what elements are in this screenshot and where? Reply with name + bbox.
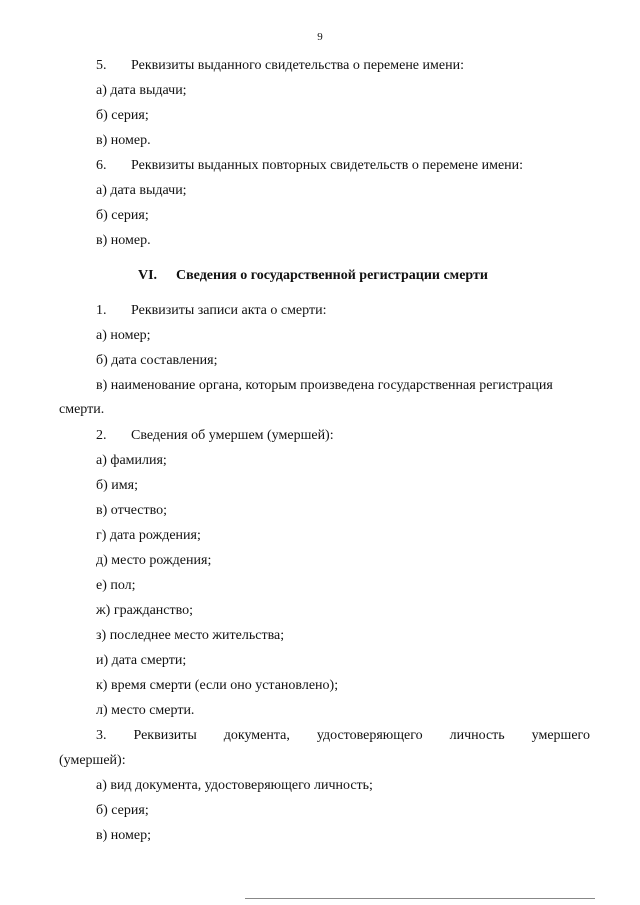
item-3-word: Реквизиты [133, 728, 197, 743]
item-1-c-line2: смерти. [59, 402, 105, 417]
section-6-title-line [96, 157, 523, 174]
item-2-h: з) последнее место жительства; [96, 628, 285, 643]
item-2-i: и) дата смерти; [96, 653, 187, 668]
item-2-b: б) имя; [96, 478, 138, 493]
item-1-c-line1: в) наименование органа, которым произведена государственная регистрация [96, 378, 553, 393]
section-6-item-c: в) номер. [96, 233, 151, 248]
item-2-c: в) отчество; [96, 503, 168, 518]
section-5-title-line [96, 57, 464, 74]
item-2-l: л) место смерти. [96, 703, 195, 718]
item-3-a: а) вид документа, удостоверяющего личность; [96, 778, 373, 793]
item-1-title-line [96, 302, 326, 319]
section-5-title: Реквизиты выданного свидетельства о перемене имени: [131, 58, 464, 73]
section-5-item-c: в) номер. [96, 133, 151, 148]
item-3-word: умершего [531, 728, 590, 743]
section-6-item-a: а) дата выдачи; [96, 183, 187, 198]
item-2-f: е) пол; [96, 578, 136, 593]
section-5-item-b: б) серия; [96, 108, 149, 123]
item-1-number: 1. [96, 303, 107, 318]
item-2-title: Сведения об умершем (умершей): [131, 428, 334, 443]
section-vi-roman: VI. [138, 268, 158, 283]
item-1-a: а) номер; [96, 328, 151, 343]
item-2-e: д) место рождения; [96, 553, 212, 568]
item-2-d: г) дата рождения; [96, 528, 201, 543]
item-2-a: а) фамилия; [96, 453, 167, 468]
item-3-word: документа, [223, 728, 290, 743]
page-number: 9 [317, 31, 323, 43]
section-vi-heading [138, 267, 488, 284]
item-3-word: удостоверяющего [316, 728, 423, 743]
item-3-title-line [96, 727, 590, 744]
item-3-number: 3. [96, 728, 107, 743]
item-2-number: 2. [96, 428, 107, 443]
item-1-title: Реквизиты записи акта о смерти: [131, 303, 327, 318]
section-5-number: 5. [96, 58, 107, 73]
section-vi-title: Сведения о государственной регистрации смерти [176, 268, 488, 283]
section-6-item-b: б) серия; [96, 208, 149, 223]
item-1-b: б) дата составления; [96, 353, 218, 368]
item-3-b: б) серия; [96, 803, 149, 818]
scan-bottom-edge [245, 898, 595, 899]
item-3-title-line2: (умершей): [59, 753, 126, 768]
item-2-g: ж) гражданство; [96, 603, 194, 618]
section-6-number: 6. [96, 158, 107, 173]
item-3-c: в) номер; [96, 828, 151, 843]
item-3-word: личность [449, 728, 505, 743]
section-5-item-a: а) дата выдачи; [96, 83, 187, 98]
item-2-k: к) время смерти (если оно установлено); [96, 678, 339, 693]
section-6-title: Реквизиты выданных повторных свидетельств о перемене имени: [131, 158, 524, 173]
item-2-title-line [96, 427, 334, 444]
